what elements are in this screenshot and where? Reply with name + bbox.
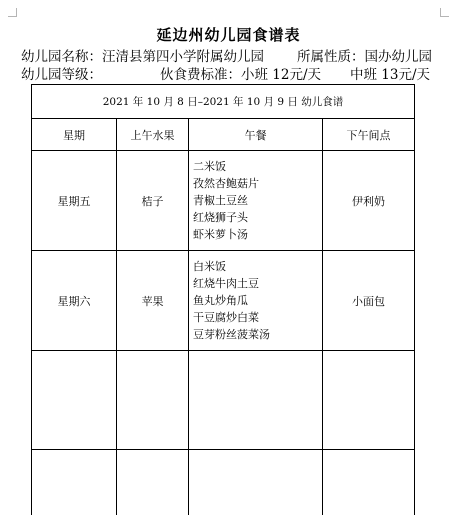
lunch-item: 红烧牛肉土豆: [193, 277, 259, 290]
lunch-cell: [189, 151, 323, 251]
lunch-item: 干豆腐炒白菜: [193, 311, 259, 324]
header-afternoon-snack: 下午间点: [323, 119, 415, 151]
header-weekday: 星期: [32, 119, 117, 151]
table-row: [32, 450, 415, 515]
table-header-row: [32, 119, 415, 151]
fruit-cell: 桔子: [117, 151, 189, 251]
table-row: [32, 151, 415, 251]
weekday-cell: 星期五: [32, 151, 117, 251]
weekday-cell: 星期六: [32, 251, 117, 351]
table-caption: 2021 年 10 月 8 日–2021 年 10 月 9 日 幼儿食谱: [32, 85, 415, 119]
snack-cell: 小面包: [323, 251, 415, 351]
lunch-item: 虾米萝卜汤: [193, 228, 248, 241]
weekday-cell: [32, 450, 117, 515]
fruit-cell: [117, 351, 189, 450]
page-corner-mark: [8, 8, 17, 17]
fruit-cell: [117, 450, 189, 515]
snack-cell: 伊利奶: [323, 151, 415, 251]
lunch-cell: [189, 450, 323, 515]
menu-table: [31, 84, 415, 515]
table-row: [32, 251, 415, 351]
lunch-cell: [189, 351, 323, 450]
kindergarten-nature: 所属性质：国办幼儿园: [297, 49, 432, 65]
document-title: 延边州幼儿园食谱表: [156, 26, 301, 44]
fee-standard: 伙食费标准：小班 12元/天: [160, 67, 322, 83]
fee-middle-class: 中班 13元/天: [350, 67, 431, 83]
lunch-item: 白米饭: [193, 260, 226, 273]
table-caption-row: [32, 85, 415, 119]
page-corner-mark: [440, 8, 449, 17]
kindergarten-grade: 幼儿园等级：: [21, 67, 102, 83]
lunch-cell: [189, 251, 323, 351]
fruit-cell: 苹果: [117, 251, 189, 351]
lunch-item: 二米饭: [193, 160, 226, 173]
kindergarten-name: 幼儿园名称：汪清县第四小学附属幼儿园: [21, 49, 264, 65]
header-morning-fruit: 上午水果: [117, 119, 189, 151]
lunch-item: 鱼丸炒角瓜: [193, 294, 248, 307]
lunch-item: 孜然杏鲍菇片: [193, 177, 259, 190]
snack-cell: [323, 450, 415, 515]
weekday-cell: [32, 351, 117, 450]
header-lunch: 午餐: [189, 119, 323, 151]
snack-cell: [323, 351, 415, 450]
lunch-item: 红烧狮子头: [193, 211, 248, 224]
lunch-item: 青椒土豆丝: [193, 194, 248, 207]
table-row: [32, 351, 415, 450]
lunch-item: 豆芽粉丝菠菜汤: [193, 328, 270, 341]
